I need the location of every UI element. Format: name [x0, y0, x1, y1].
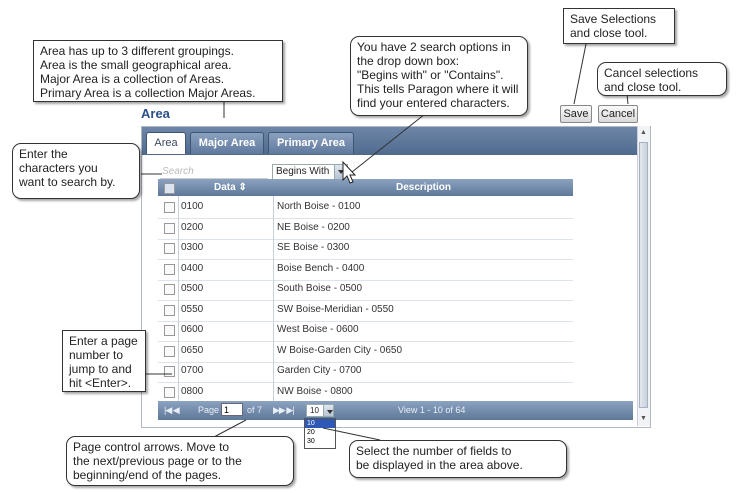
- row-checkbox[interactable]: [164, 284, 175, 295]
- next-last-page-arrows[interactable]: ▶▶ ▶|: [273, 405, 294, 415]
- row-checkbox[interactable]: [164, 243, 175, 254]
- chevron-down-icon[interactable]: [323, 405, 333, 416]
- row-description: NW Boise - 0800: [277, 385, 353, 397]
- column-divider: [273, 340, 274, 362]
- column-divider: [273, 278, 274, 300]
- pager-bar: [158, 401, 633, 420]
- tab-primary-area[interactable]: Primary Area: [268, 132, 354, 154]
- callout-select-fields: Select the number of fields to be displayed in the area above.: [349, 440, 567, 478]
- scrollbar-thumb[interactable]: [639, 142, 648, 408]
- view-range-info: View 1 - 10 of 64: [398, 405, 466, 415]
- sort-icon: ⇕: [238, 182, 247, 193]
- select-all-checkbox[interactable]: [164, 183, 175, 194]
- tab-bar: [142, 127, 650, 155]
- column-header-data[interactable]: Data ⇕: [214, 182, 247, 193]
- search-mode-select[interactable]: [272, 164, 348, 180]
- page-size-option[interactable]: 30: [307, 438, 315, 445]
- page-size-option[interactable]: 20: [307, 429, 315, 436]
- row-checkbox[interactable]: [164, 202, 175, 213]
- row-checkbox[interactable]: [164, 387, 175, 398]
- column-divider: [178, 237, 179, 259]
- row-description: SE Boise - 0300: [277, 242, 350, 253]
- column-divider: [273, 381, 274, 403]
- row-description: Boise Bench - 0400: [277, 262, 365, 274]
- row-description: West Boise - 0600: [277, 324, 359, 335]
- row-code: 0550: [181, 303, 204, 315]
- row-checkbox[interactable]: [164, 264, 175, 275]
- row-code: 0400: [181, 262, 204, 274]
- page-size-value: 10: [310, 406, 319, 415]
- row-description: North Boise - 0100: [277, 201, 361, 212]
- column-divider: [273, 258, 274, 280]
- row-checkbox[interactable]: [164, 325, 175, 336]
- scroll-up-icon[interactable]: ▲: [640, 129, 647, 136]
- row-code: 0600: [181, 324, 204, 335]
- callout-cancel: Cancel selections and close tool.: [597, 62, 727, 96]
- search-mode-value: Begins With: [276, 166, 330, 177]
- row-description: SW Boise-Meridian - 0550: [277, 303, 394, 315]
- grid-header: [158, 179, 573, 196]
- callout-enter-characters: Enter the characters you want to search by.: [12, 143, 140, 199]
- column-divider: [273, 319, 274, 341]
- column-divider: [273, 196, 274, 218]
- page-size-options: [304, 418, 336, 449]
- column-divider: [178, 299, 179, 321]
- row-code: 0100: [181, 201, 204, 212]
- callout-save: Save Selections and close tool.: [563, 8, 675, 44]
- tab-major-area[interactable]: Major Area: [190, 132, 264, 154]
- save-button[interactable]: Save: [560, 105, 592, 123]
- row-checkbox[interactable]: [164, 366, 175, 377]
- cancel-button[interactable]: Cancel: [598, 105, 638, 123]
- first-prev-page-arrows[interactable]: |◀ ◀: [164, 405, 179, 415]
- row-code: 0700: [181, 365, 204, 376]
- search-input[interactable]: Search: [162, 166, 194, 177]
- row-description: Garden City - 0700: [277, 365, 362, 376]
- row-checkbox[interactable]: [164, 305, 175, 316]
- column-divider: [178, 319, 179, 341]
- callout-enter-page: Enter a page number to jump to and hit <Enter>.: [62, 330, 146, 392]
- page-label: Page: [198, 405, 220, 415]
- column-divider: [178, 278, 179, 300]
- column-divider: [178, 340, 179, 362]
- row-description: W Boise-Garden City - 0650: [277, 344, 403, 356]
- area-panel: [141, 126, 651, 428]
- row-description: NE Boise - 0200: [277, 221, 350, 233]
- column-divider: [178, 258, 179, 280]
- column-divider: [273, 217, 274, 239]
- callout-page-arrows: Page control arrows. Move to the next/previous page or to the beginning/end of the pages.: [66, 436, 294, 486]
- page-count: of 7: [247, 405, 263, 415]
- window-title: Area: [141, 106, 170, 121]
- column-divider: [273, 237, 274, 259]
- tab-area[interactable]: Area: [146, 132, 186, 154]
- page-number-input[interactable]: 1: [221, 403, 243, 416]
- row-code: 0650: [181, 344, 204, 356]
- scroll-down-icon[interactable]: ▼: [640, 415, 647, 422]
- row-description: South Boise - 0500: [277, 283, 363, 294]
- page-size-select[interactable]: [306, 404, 334, 417]
- vertical-scrollbar[interactable]: [637, 126, 650, 426]
- page-size-option[interactable]: 10: [305, 419, 335, 428]
- row-code: 0200: [181, 221, 204, 233]
- row-checkbox[interactable]: [164, 223, 175, 234]
- column-divider: [178, 381, 179, 403]
- row-checkbox[interactable]: [164, 346, 175, 357]
- column-header-description[interactable]: Description: [396, 182, 452, 193]
- column-divider: [273, 360, 274, 382]
- callout-groupings: Area has up to 3 different groupings. Area is the small geographical area. Major Area is a collection of Areas. Primary Area is a collection Major Areas.: [33, 40, 283, 102]
- column-divider: [178, 196, 179, 218]
- column-divider: [178, 217, 179, 239]
- callout-search-options: You have 2 search options in the drop down box: "Begins with" or "Contains". This tells Paragon where it will find your entered characters.: [350, 36, 528, 116]
- row-code: 0500: [181, 283, 204, 294]
- column-divider: [178, 360, 179, 382]
- column-divider: [273, 299, 274, 321]
- row-code: 0300: [181, 242, 204, 253]
- row-code: 0800: [181, 385, 204, 397]
- chevron-down-icon[interactable]: [334, 165, 347, 179]
